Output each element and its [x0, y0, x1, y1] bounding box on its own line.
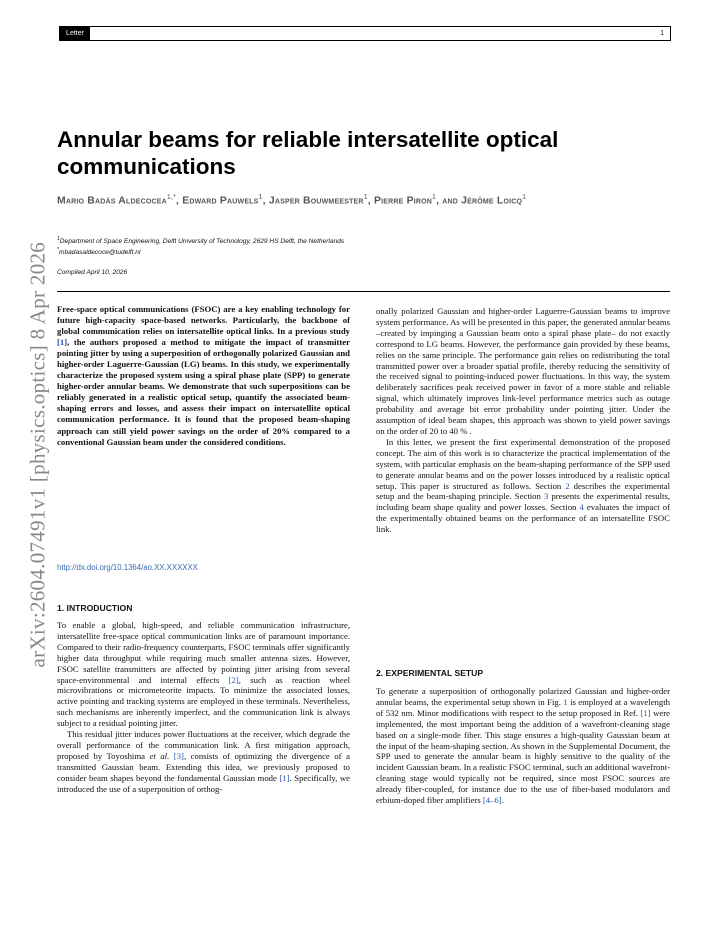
intro-paragraph-3: [376, 306, 670, 437]
citation-link[interactable]: [1]: [279, 772, 290, 783]
citation-link[interactable]: [1]: [640, 707, 651, 718]
paper-title: Annular beams for reliable intersatellite optical communications: [57, 127, 559, 179]
abstract-text-2: , the authors proposed a method to mitigate the impact of transmitter pointing jitter by using a superposition of orthogonally polarized Gaussian and higher-order Laguerre-Gaussian (LG) beams. In this study, we experimentally characterize the proposed system using a spiral phase plate (SPP) to generate higher-order annular beams. We demonstrate that such superpositions can be reliably generated in a realistic optical setup, quantify the associated beam-shaping errors and losses, and assess their impact on intersatellite optical communication performance. It is found that the proposed beam-shaping approach can still yield power savings on the order of 20% compared to a conventional Gaussian beam under the considered conditions.: [57, 337, 350, 447]
text-italic: et al.: [149, 750, 170, 761]
arxiv-stamp-text: arXiv:2604.07491v1 [physics.optics] 8 Apr 2026: [25, 241, 50, 668]
author-5: Jérôme Loicq: [461, 195, 523, 207]
citation-link[interactable]: [3]: [173, 750, 184, 761]
page-number: 1: [660, 30, 664, 37]
text: describes the experimental setup and the beam-shaping principle. Section: [376, 480, 670, 502]
affiliation-line: Department of Space Engineering, Delft University of Technology, 2629 HS Delft, the Netherlands: [59, 238, 345, 246]
introduction-body: [57, 620, 350, 795]
running-header: [59, 26, 671, 41]
text: This residual jitter induces power fluctuations at the receiver, which degrade the overall performance of the communication link. A first mitigation approach, proposed by Toyoshima: [57, 729, 350, 761]
text: , such as reaction wheel microvibrations or micrometeorite impacts. To minimize the associated losses, active pointing and tracking systems are employed in these terminals. Nevertheless, such mechanisms are inherently imperfect, and the communication link is always subject to a residual pointing jitter.: [57, 674, 350, 729]
compiled-date: Compiled April 10, 2026: [57, 269, 128, 276]
corresponding-email: mbadasaldecoce@tudelft.nl: [58, 249, 141, 257]
author-2: Edward Pauwels: [182, 195, 259, 207]
author-2-sup: 1: [258, 194, 263, 201]
experimental-setup-body: [376, 686, 670, 806]
text: presents the experimental results, including beam shape quality and power losses. Section: [376, 491, 670, 513]
text: were implemented, the most important being the addition of a wavefront-cleaning stage based on a single-mode fiber. This stage ensures a high-quality Gaussian beam at the input of the beam-shaping section. As shown in the Supplemental Document, the SPP used to generate the annular beam is highly sensitive to the quality of the incident Gaussian beam. In a realistic FSOC terminal, such an additional wavefront-cleaning stage would typically not be required, since most FSOC sources are already fiber-coupled, for instance due to the use of fiber-based modulators and erbium-doped fiber amplifiers: [376, 707, 670, 806]
section-heading-introduction: 1. INTRODUCTION: [57, 603, 133, 613]
text: In this letter, we present the first experimental demonstration of the proposed concept. The aim of this work is to characterize the practical implementation of the system, with particular emphasis on the beam-shaping performance of the SPP used to generate annular beams and on the power losses introduced by a realistic optical setup. This paper is structured as follows. Section: [376, 436, 670, 491]
author-3-sup: 1: [363, 194, 368, 201]
intro-paragraph-1: [57, 620, 350, 729]
intro-paragraph-4: [376, 437, 670, 535]
arxiv-stamp: [18, 241, 58, 670]
text: To generate a superposition of orthogonally polarized Gaussian and higher-order annular beams, the experimental setup shown in Fig.: [376, 686, 670, 707]
section-link[interactable]: 4: [579, 502, 584, 513]
section-heading-experimental-setup: 2. EXPERIMENTAL SETUP: [376, 668, 484, 678]
author-list: Mario Badás Aldecocea$^{1,*}$, Edward Pauwels$^1$, Jasper Bouwmeester$^1$, Pierre Piron$^1$, and Jérôme Loicq$^1$: [57, 194, 527, 207]
text: . Specifically, we introduced the use of a superposition of orthog-: [57, 772, 350, 794]
author-1: Mario Badás Aldecocea: [57, 195, 167, 207]
text: , consists of optimizing the divergence of a transmitted Gaussian beam. Extending this idea, we previously proposed to consider beam shapes beyond the fundamental Gaussian mode: [57, 750, 350, 783]
exp-paragraph-1: [376, 686, 670, 806]
figure-link[interactable]: 1: [563, 696, 568, 707]
citation-link[interactable]: [4–6]: [482, 795, 502, 806]
citation-link[interactable]: [2]: [228, 674, 239, 685]
affil-sup-2: *: [57, 247, 59, 254]
section-link[interactable]: 3: [543, 491, 549, 502]
text: .: [501, 795, 504, 806]
affiliations: [57, 235, 657, 257]
author-3: Jasper Bouwmeester: [268, 195, 364, 207]
affil-sup-1: 1: [57, 236, 60, 242]
author-4: Pierre Piron: [373, 195, 433, 207]
header-divider: [57, 291, 670, 292]
author-and: and: [442, 195, 459, 207]
author-5-sup: 1: [522, 194, 527, 201]
section-link[interactable]: 2: [565, 480, 570, 491]
text: evaluates the impact of the experimentally obtained beams on the performance of an intersatellite FSOC link.: [376, 502, 671, 535]
text: onally polarized Gaussian and higher-order Laguerre-Gaussian beams to improve system performance. As will be presented in this paper, the generated annular beams –created by impinging a Gaussian beam onto a spiral phase plate– do not exactly correspond to LG beams. However, the performance gain provided by these beams, relies on the same principle. The performance gain relies on redistributing the total transmitted power over a broader spatial profile, thereby reducing the sensitivity of the received signal to pointing-induced power fluctuations. In this way, the system deliberately sacrifices peak received power in favor of a more stable and reliable signal, which ultimately improves link-level performance metrics such as outage probability and average bit error probability under pointing jitter. Under the assumption of ideal beam shapes, this approach was shown to yield power savings on the order of 20 to 40 % .: [376, 306, 670, 436]
intro-paragraph-2: [57, 729, 350, 794]
abstract-citation[interactable]: [1]: [57, 337, 68, 348]
author-4-sup: 1: [432, 194, 437, 201]
doi-link[interactable]: http://dx.doi.org/10.1364/ao.XX.XXXXXX: [57, 563, 198, 572]
author-1-sup: 1,*: [166, 194, 177, 201]
text: is employed at a wavelength of 532 nm. Minor modifications with respect to the setup proposed in Ref.: [376, 696, 670, 718]
abstract: [57, 304, 350, 448]
header-label: Letter: [60, 27, 90, 40]
right-column-body: [376, 306, 670, 535]
abstract-text-1: Free-space optical communications (FSOC) are a key enabling technology for future high-capacity space-based networks. Particularly, the backbone of global communication relies on intersatellite optical links. In a previous study: [57, 304, 350, 337]
text: To enable a global, high-speed, and reliable communication infrastructure, intersatellite free-space optical communication links are of paramount importance. Compared to their radio-frequency counterparts, FSOC terminals offer significantly higher data throughput while requiring much smaller antenna sizes. However, FSOC satellite transmitters are affected by pointing jitter arising from several space-environmental and internal effects: [57, 620, 350, 685]
